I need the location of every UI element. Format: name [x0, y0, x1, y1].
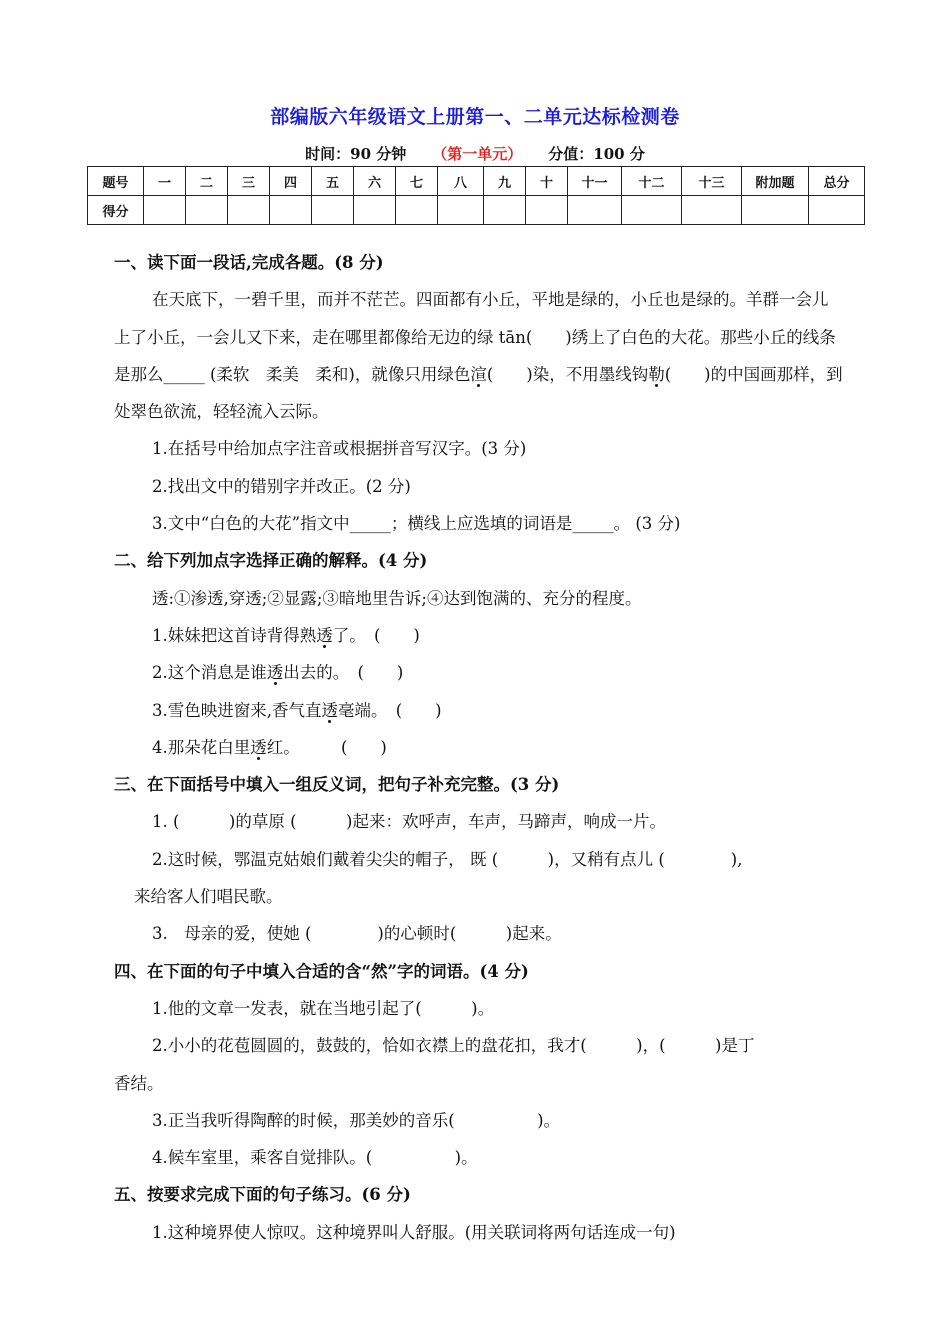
score-cell[interactable] — [186, 196, 228, 225]
score-cell[interactable] — [526, 196, 568, 225]
section-3-question-1: 1. ( )的草原 ( )起来：欢呼声，车声，马蹄声，响成一片。 — [152, 812, 666, 832]
dotted-char: 透 — [266, 663, 284, 683]
section-1-passage — [114, 281, 844, 430]
item-text: 3.雪色映进窗来,香气直 — [152, 700, 322, 720]
section-2-item-4 — [114, 729, 844, 766]
section-4-question-3: 3.正当我听得陶醉的时候，那美妙的音乐( )。 — [152, 1110, 561, 1130]
score-table-header-row — [88, 167, 865, 196]
item-text: 出去的。 ( ) — [283, 663, 404, 683]
exam-title: 部编版六年级语文上册第一、二单元达标检测卷 — [270, 106, 680, 128]
score-cell[interactable] — [438, 196, 484, 225]
score-table-header: 二 — [186, 167, 228, 196]
item-text: 4.那朵花白里 — [152, 737, 251, 757]
section-1-question-1: 1.在括号中给加点字注音或根据拼音写汉字。(3 分) — [152, 439, 527, 459]
section-2-definition: 透:①渗透,穿透;②显露;③暗地里告诉;④达到饱满的、充分的程度。 — [152, 588, 642, 608]
dotted-char: 透 — [250, 737, 267, 757]
score-table-header: 十一 — [568, 167, 622, 196]
dotted-char: 勒 — [648, 364, 665, 384]
score-table-header: 三 — [228, 167, 270, 196]
dotted-char: 渲 — [470, 364, 487, 384]
section-4-question-1: 1.他的文章一发表，就在当地引起了( )。 — [152, 998, 495, 1018]
section-4-question-2: 2.小小的花苞圆圆的，鼓鼓的，恰如衣襟上的盘花扣，我才( )，( )是丁 — [152, 1036, 755, 1056]
section-3-question-2-cont: 来给客人们唱民歌。 — [134, 887, 283, 907]
score-cell[interactable] — [144, 196, 186, 225]
score-table-header: 七 — [396, 167, 438, 196]
score-table-header: 五 — [312, 167, 354, 196]
score-row-label: 得分 — [88, 196, 144, 225]
section-5-question-1: 1.这种境界使人惊叹。这种境界叫人舒服。(用关联词将两句话连成一句) — [152, 1222, 676, 1242]
section-2-item-3 — [114, 692, 844, 729]
section-2-heading: 二、给下列加点字选择正确的解释。(4 分) — [114, 551, 428, 571]
section-2-item-2 — [114, 654, 844, 691]
exam-content — [114, 244, 844, 1251]
score-table-header: 一 — [144, 167, 186, 196]
passage-text: ( )的中国画那样，到处翠色欲流，轻轻流入云际。 — [114, 364, 843, 422]
score-table-header: 九 — [484, 167, 526, 196]
score-cell[interactable] — [484, 196, 526, 225]
score-table-header: 十 — [526, 167, 568, 196]
section-1-question-2: 2.找出文中的错别字并改正。(2 分) — [152, 476, 411, 496]
time-limit: 时间：90 分钟 — [305, 145, 407, 163]
item-text: 2.这个消息是谁 — [152, 663, 267, 683]
section-5-heading: 五、按要求完成下面的句子练习。(6 分) — [114, 1185, 411, 1205]
passage-text: ( )染，不用墨线钩 — [486, 364, 649, 384]
score-cell[interactable] — [270, 196, 312, 225]
score-cell[interactable] — [622, 196, 682, 225]
dotted-char: 透 — [316, 625, 333, 645]
score-cell[interactable] — [228, 196, 270, 225]
score-cell[interactable] — [396, 196, 438, 225]
item-text: 1.妹妹把这首诗背得熟 — [152, 625, 317, 645]
score-table-header: 总分 — [809, 167, 865, 196]
score-cell[interactable] — [742, 196, 809, 225]
score-table-header: 十三 — [682, 167, 742, 196]
score-cell[interactable] — [682, 196, 742, 225]
score-table-header: 十二 — [622, 167, 682, 196]
section-3-question-2: 2.这时候，鄂温克姑娘们戴着尖尖的帽子， 既 ( )，又稍有点儿 ( ), — [152, 849, 743, 869]
section-2-item-1 — [114, 617, 844, 654]
item-text: 了。 ( ) — [332, 625, 420, 645]
section-4-question-2-cont: 香结。 — [114, 1073, 164, 1093]
score-table-header: 八 — [438, 167, 484, 196]
score-cell[interactable] — [354, 196, 396, 225]
passage-text: 在天底下，一碧千里，而并不茫芒。四面都有小丘，平地是绿的，小丘也是绿的。羊群一会儿上了小丘，一会儿又下来，走在哪里都像给无边的绿 tān( )绣上了白色的大花。那些小丘的线条是那么_____ (柔软 柔美 柔和)，就像只用绿色 — [114, 290, 836, 384]
score-table-header: 六 — [354, 167, 396, 196]
section-3-question-3: 3. 母亲的爱，使她 ( )的心顿时( )起来。 — [152, 924, 562, 944]
score-table-header: 题号 — [88, 167, 144, 196]
score-cell[interactable] — [568, 196, 622, 225]
score-table-header: 四 — [270, 167, 312, 196]
section-1-heading: 一、读下面一段话,完成各题。(8 分) — [114, 253, 384, 272]
item-text: 红。 ( ) — [266, 737, 387, 757]
section-1-question-3: 3.文中“白色的大花”指文中_____；横线上应选填的词语是_____。 (3 分) — [152, 514, 681, 534]
section-4-heading: 四、在下面的句子中填入合适的含“然”字的词语。(4 分) — [114, 961, 529, 981]
total-score: 分值：100 分 — [548, 145, 645, 163]
score-cell[interactable] — [809, 196, 865, 225]
unit-label: （第一单元） — [432, 145, 523, 163]
score-cell[interactable] — [312, 196, 354, 225]
item-text: 毫端。 ( ) — [338, 700, 442, 720]
score-table-score-row — [88, 196, 865, 225]
section-3-heading: 三、在下面括号中填入一组反义词，把句子补充完整。(3 分) — [114, 775, 560, 795]
exam-subtitle — [0, 143, 950, 164]
score-table-header: 附加题 — [742, 167, 809, 196]
section-4-question-4: 4.候车室里，乘客自觉排队。( )。 — [152, 1148, 478, 1168]
dotted-char: 透 — [321, 700, 338, 720]
score-table — [87, 166, 865, 225]
